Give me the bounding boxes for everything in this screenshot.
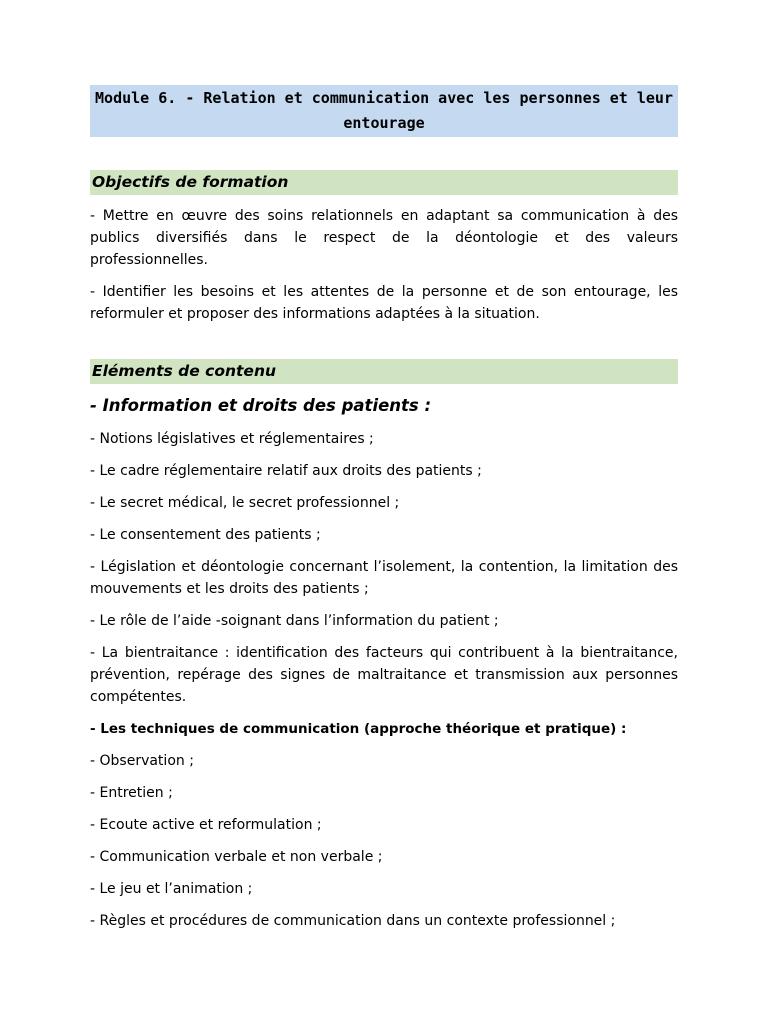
module-title: Module 6. - Relation et communication avec les personnes et leur entourage: [90, 85, 678, 137]
list-item: - La bientraitance : identification des facteurs qui contribuent à la bientraitance, prévention, repérage des signes de maltraitance et transmission aux personnes compétentes.: [90, 645, 678, 705]
list-item: - Législation et déontologie concernant l’isolement, la contention, la limitation des mouvements et les droits des patients ;: [90, 559, 678, 597]
list-item: - Règles et procédures de communication dans un contexte professionnel ;: [90, 913, 616, 929]
information-heading: - Information et droits des patients :: [90, 396, 432, 415]
objectifs-heading: Objectifs de formation: [90, 170, 678, 195]
list-item: - Le cadre réglementaire relatif aux droits des patients ;: [90, 463, 482, 479]
document-content: [90, 85, 678, 932]
list-item: - Notions législatives et réglementaires ;: [90, 431, 374, 447]
techniques-heading: - Les techniques de communication (approche théorique et pratique) :: [90, 721, 627, 737]
contenu-heading: Eléments de contenu: [90, 359, 678, 384]
list-item: - Le consentement des patients ;: [90, 527, 321, 543]
objectif-paragraph-2: - Identifier les besoins et les attentes de la personne et de son entourage, les reformuler et proposer des informations adaptées à la situation.: [90, 284, 678, 322]
objectif-paragraph-1: - Mettre en œuvre des soins relationnels en adaptant sa communication à des publics diversifiés dans le respect de la déontologie et des valeurs professionnelles.: [90, 208, 678, 268]
list-item: - Communication verbale et non verbale ;: [90, 849, 383, 865]
list-item: - Le secret médical, le secret professionnel ;: [90, 495, 400, 511]
list-item: - Ecoute active et reformulation ;: [90, 817, 322, 833]
list-item: - Observation ;: [90, 753, 194, 769]
list-item: - Le rôle de l’aide -soignant dans l’information du patient ;: [90, 613, 499, 629]
list-item: - Le jeu et l’animation ;: [90, 881, 253, 897]
list-item: - Entretien ;: [90, 785, 173, 801]
